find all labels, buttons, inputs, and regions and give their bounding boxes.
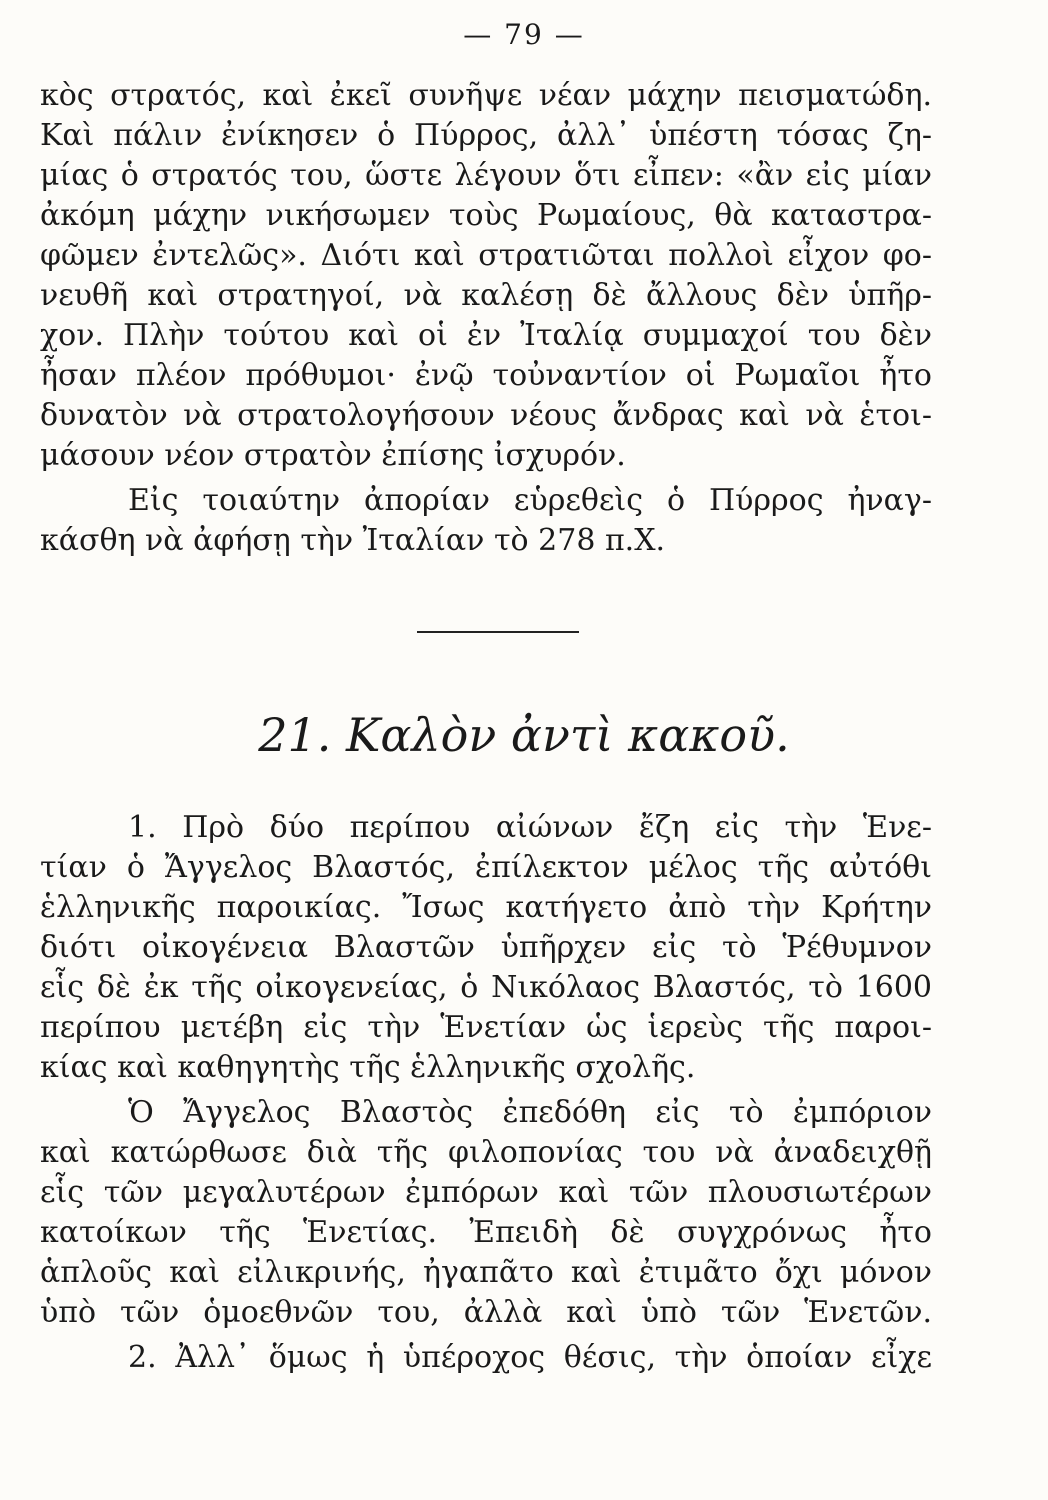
text-line: Ὁ Ἄγγελος Βλαστὸς ἐπεδόθη εἰς τὸ ἐμπόριον	[128, 1095, 932, 1130]
text-line: μάσουν νέον στρατὸν ἐπίσης ἰσχυρόν.	[40, 438, 626, 473]
text-line: ἀκόμη μάχην νικήσωμεν τοὺς Ρωμαίους, θὰ καταστρα-	[40, 198, 932, 233]
text-line: ὑπὸ τῶν ὁμοεθνῶν του, ἀλλὰ καὶ ὑπὸ τῶν Ἑνετῶν.	[40, 1295, 932, 1330]
text-line: Εἰς τοιαύτην ἀπορίαν εὑρεθεὶς ὁ Πύρρος ἠναγ-	[128, 483, 932, 518]
text-line: μίας ὁ στρατός του, ὥστε λέγουν ὅτι εἶπεν: «ἂν εἰς μίαν	[40, 158, 932, 193]
text-line: 1. Πρὸ δύο περίπου αἰώνων ἔζη εἰς τὴν Ἑνε-	[128, 810, 932, 845]
text-line: κὸς στρατός, καὶ ἐκεῖ συνῆψε νέαν μάχην πεισματώδη.	[40, 78, 932, 113]
text-line: κάσθη νὰ ἀφήσῃ τὴν Ἰταλίαν τὸ 278 π.Χ.	[40, 523, 666, 558]
text-line: ἦσαν πλέον πρόθυμοι· ἐνῷ τοὐναντίον οἱ Ρωμαῖοι ἦτο	[40, 358, 932, 393]
text-line: εἷς δὲ ἐκ τῆς οἰκογενείας, ὁ Νικόλαος Βλαστός, τὸ 1600	[40, 970, 932, 1005]
text-line: νευθῆ καὶ στρατηγοί, νὰ καλέσῃ δὲ ἄλλους δὲν ὑπῆρ-	[40, 278, 932, 313]
text-line: φῶμεν ἐντελῶς». Διότι καὶ στρατιῶται πολλοὶ εἶχον φο-	[40, 238, 932, 273]
text-line: ἑλληνικῆς παροικίας. Ἴσως κατήγετο ἀπὸ τὴν Κρήτην	[40, 890, 932, 925]
text-line: διότι οἰκογένεια Βλαστῶν ὑπῆρχεν εἰς τὸ Ῥέθυμνον	[40, 930, 932, 965]
page-number: — 79 —	[463, 18, 585, 51]
section-divider	[417, 631, 579, 633]
text-line: περίπου μετέβη εἰς τὴν Ἑνετίαν ὡς ἱερεὺς τῆς παροι-	[40, 1010, 932, 1045]
text-line: εἷς τῶν μεγαλυτέρων ἐμπόρων καὶ τῶν πλουσιωτέρων	[40, 1175, 932, 1210]
text-line: καὶ κατώρθωσε διὰ τῆς φιλοπονίας του νὰ ἀναδειχθῇ	[40, 1135, 932, 1170]
chapter-title: 21. Καλὸν ἀντὶ κακοῦ.	[258, 708, 790, 762]
text-line: κατοίκων τῆς Ἑνετίας. Ἐπειδὴ δὲ συγχρόνως ἦτο	[40, 1215, 932, 1250]
text-line: Καὶ πάλιν ἐνίκησεν ὁ Πύρρος, ἀλλ᾽ ὑπέστη τόσας ζη-	[40, 118, 932, 153]
text-line: δυνατὸν νὰ στρατολογήσουν νέους ἄνδρας καὶ νὰ ἑτοι-	[40, 398, 932, 433]
text-line: ἁπλοῦς καὶ εἰλικρινής, ἠγαπᾶτο καὶ ἐτιμᾶτο ὄχι μόνον	[40, 1255, 932, 1290]
text-line: 2. Ἀλλ᾽ ὅμως ἡ ὑπέροχος θέσις, τὴν ὁποίαν εἶχε	[128, 1340, 932, 1375]
text-line: χον. Πλὴν τούτου καὶ οἱ ἐν Ἰταλίᾳ συμμαχοί του δὲν	[40, 318, 932, 353]
text-line: κίας καὶ καθηγητὴς τῆς ἑλληνικῆς σχολῆς.	[40, 1050, 696, 1085]
text-line: τίαν ὁ Ἄγγελος Βλαστός, ἐπίλεκτον μέλος τῆς αὐτόθι	[40, 850, 932, 885]
